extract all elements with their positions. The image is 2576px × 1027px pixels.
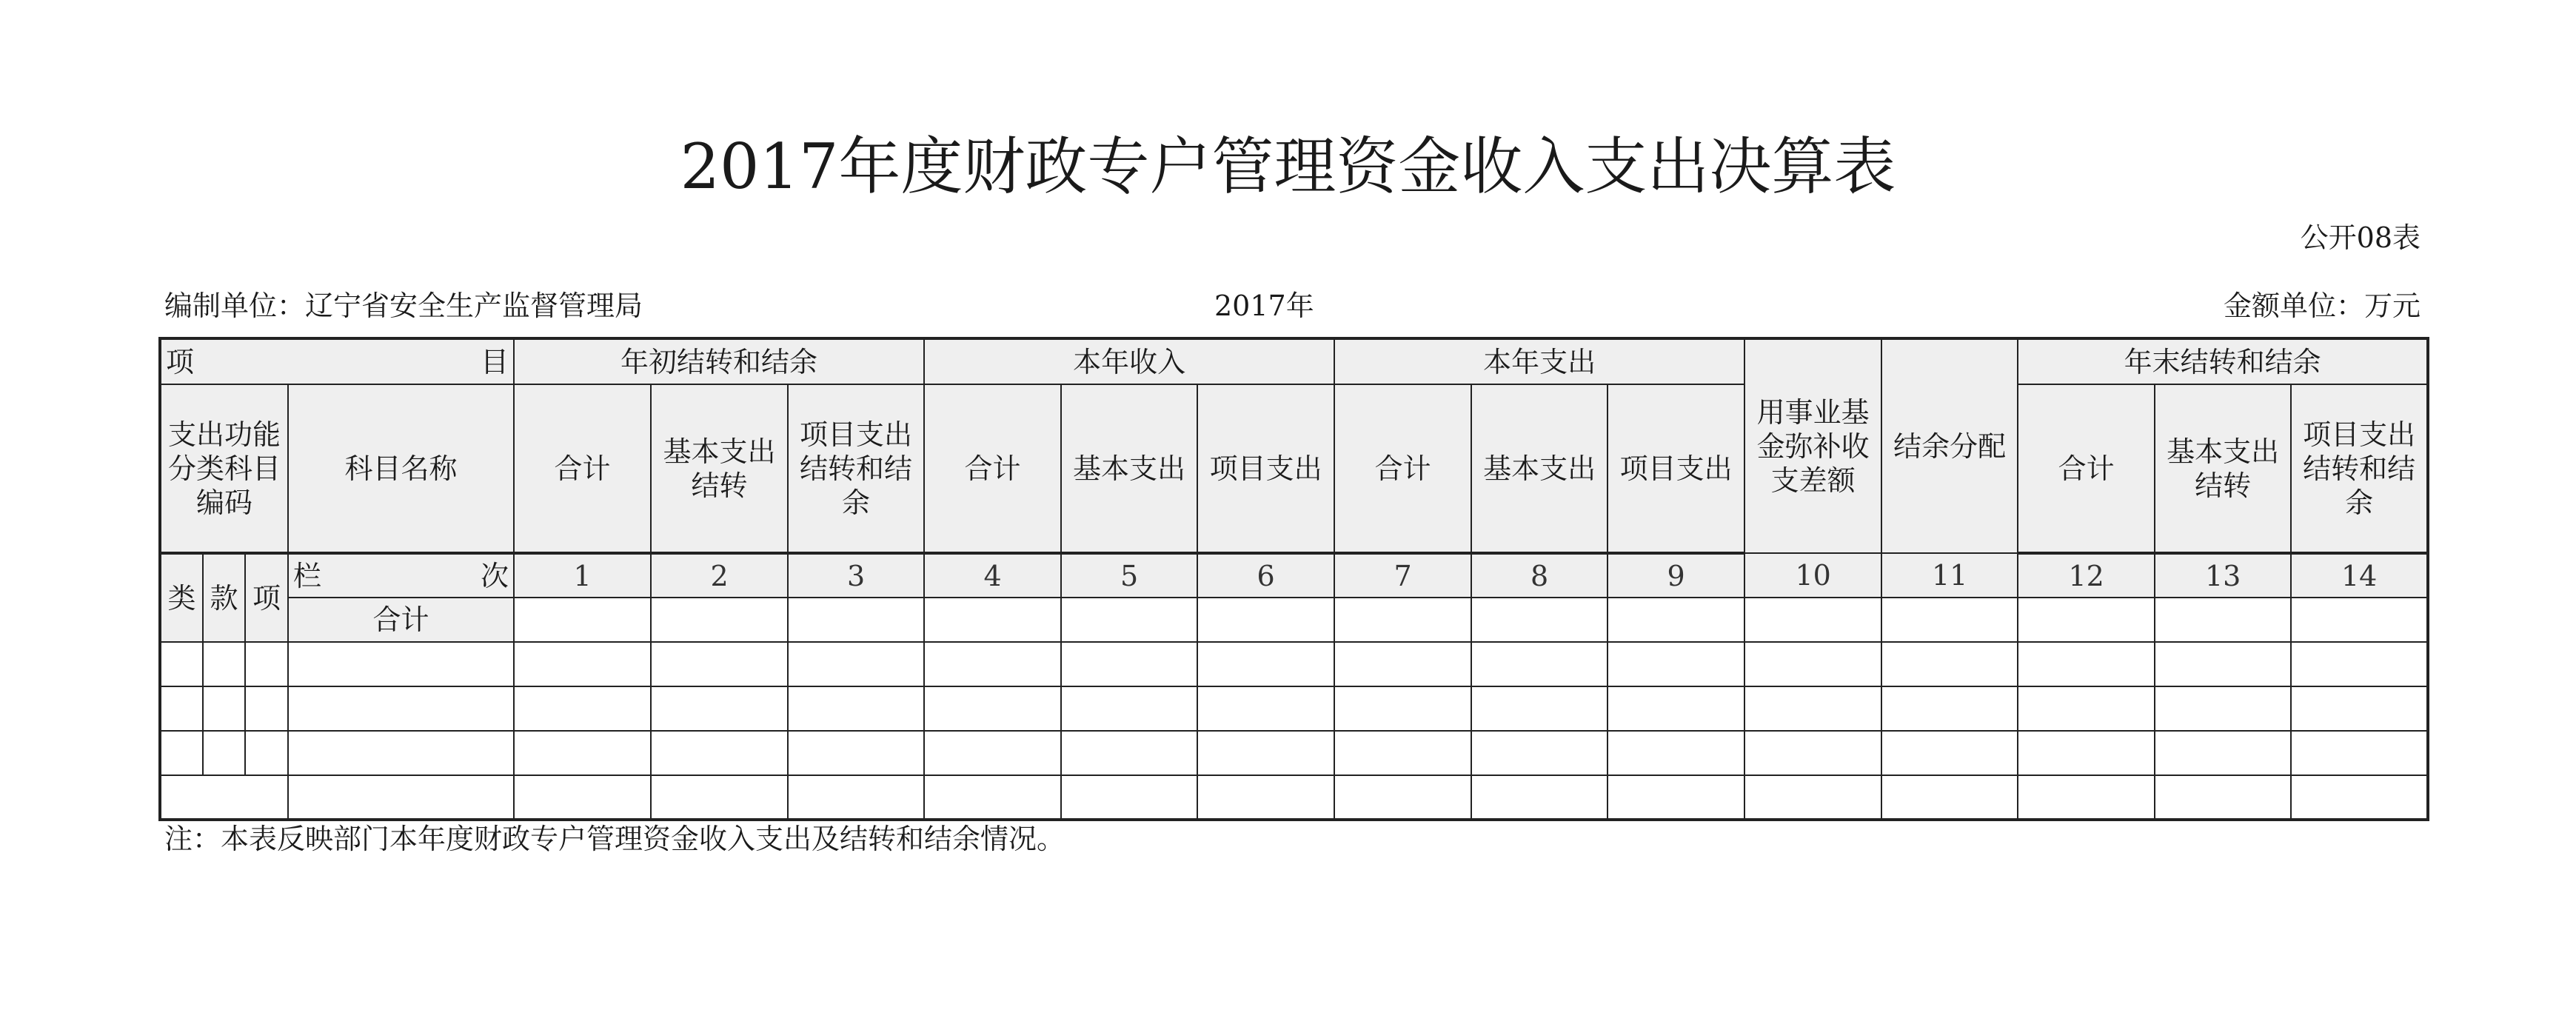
table-cell bbox=[924, 731, 1061, 775]
table-cell bbox=[924, 598, 1061, 642]
table-cell bbox=[651, 642, 788, 686]
total-label: 合计 bbox=[288, 598, 514, 642]
income-basic-header: 基本支出 bbox=[1061, 384, 1197, 553]
table-cell bbox=[2291, 642, 2428, 686]
total-row bbox=[160, 598, 2428, 642]
column-number: 7 bbox=[1334, 553, 1471, 598]
table-cell bbox=[2155, 598, 2291, 642]
column-number: 5 bbox=[1061, 553, 1197, 598]
table-cell bbox=[2155, 642, 2291, 686]
table-cell bbox=[1197, 775, 1334, 820]
table-cell bbox=[1197, 686, 1334, 731]
table-cell bbox=[2291, 598, 2428, 642]
report-table bbox=[158, 337, 2429, 821]
column-number: 4 bbox=[924, 553, 1061, 598]
table-cell bbox=[1334, 731, 1471, 775]
table-cell bbox=[1881, 775, 2018, 820]
table-cell bbox=[245, 731, 288, 775]
table-cell bbox=[788, 642, 924, 686]
table-cell bbox=[160, 642, 203, 686]
table-cell bbox=[788, 598, 924, 642]
group-surplus-distribution: 结余分配 bbox=[1881, 338, 2018, 553]
income-project-header: 项目支出 bbox=[1197, 384, 1334, 553]
table-note: 注：本表反映部门本年度财政专户管理资金收入支出及结转和结余情况。 bbox=[164, 823, 1065, 855]
table-cell bbox=[1608, 775, 1744, 820]
table-cell bbox=[514, 642, 651, 686]
table-cell bbox=[2018, 598, 2155, 642]
table-cell bbox=[1471, 598, 1608, 642]
column-number: 10 bbox=[1744, 553, 1881, 598]
opening-total-header: 合计 bbox=[514, 384, 651, 553]
table-cell bbox=[1608, 642, 1744, 686]
table-cell bbox=[651, 731, 788, 775]
opening-basic-header: 基本支出结转 bbox=[651, 384, 788, 553]
table-cell bbox=[2291, 775, 2428, 820]
table-cell bbox=[1471, 686, 1608, 731]
table-cell bbox=[1471, 642, 1608, 686]
column-number: 13 bbox=[2155, 553, 2291, 598]
table-cell bbox=[1197, 731, 1334, 775]
table-cell bbox=[245, 686, 288, 731]
group-opening-balance: 年初结转和结余 bbox=[514, 338, 924, 384]
column-number: 1 bbox=[514, 553, 651, 598]
table-cell bbox=[651, 598, 788, 642]
item-header-left: 项 bbox=[166, 345, 195, 378]
table-cell bbox=[1061, 775, 1197, 820]
column-number: 11 bbox=[1881, 553, 2018, 598]
header-row-groups bbox=[160, 338, 2428, 384]
table-cell bbox=[514, 686, 651, 731]
table-row bbox=[160, 686, 2428, 731]
table-row bbox=[160, 775, 2428, 820]
table-cell bbox=[1334, 775, 1471, 820]
table-cell bbox=[1881, 686, 2018, 731]
table-cell bbox=[160, 731, 203, 775]
table-cell bbox=[288, 775, 514, 820]
closing-basic-header: 基本支出结转 bbox=[2155, 384, 2291, 553]
table-cell bbox=[1334, 686, 1471, 731]
table-cell bbox=[2018, 686, 2155, 731]
table-cell bbox=[1608, 731, 1744, 775]
table-cell bbox=[2155, 731, 2291, 775]
report-year: 2017年 bbox=[1214, 290, 1314, 322]
column-number: 14 bbox=[2291, 553, 2428, 598]
row-number-label bbox=[288, 553, 514, 598]
closing-total-header: 合计 bbox=[2018, 384, 2155, 553]
table-cell bbox=[924, 686, 1061, 731]
table-row bbox=[160, 731, 2428, 775]
group-expense: 本年支出 bbox=[1334, 338, 1744, 384]
class-header: 类 bbox=[160, 553, 203, 642]
table-cell bbox=[2155, 775, 2291, 820]
table-cell bbox=[2018, 775, 2155, 820]
column-number: 12 bbox=[2018, 553, 2155, 598]
table-cell bbox=[203, 642, 245, 686]
table-cell bbox=[2018, 642, 2155, 686]
table-cell bbox=[1197, 598, 1334, 642]
table-cell bbox=[1471, 775, 1608, 820]
table-cell bbox=[288, 731, 514, 775]
function-code-header: 支出功能分类科目编码 bbox=[160, 384, 288, 553]
table-cell bbox=[2291, 731, 2428, 775]
item-code-header: 项 bbox=[245, 553, 288, 642]
table-cell bbox=[1608, 598, 1744, 642]
column-number-row bbox=[160, 553, 2428, 598]
table-cell bbox=[1061, 686, 1197, 731]
table-cell bbox=[1608, 686, 1744, 731]
table-cell bbox=[160, 686, 203, 731]
form-code: 公开08表 bbox=[2300, 221, 2421, 254]
row-number-label-right: 次 bbox=[481, 559, 509, 592]
table-cell bbox=[1881, 731, 2018, 775]
expense-project-header: 项目支出 bbox=[1608, 384, 1744, 553]
table-cell bbox=[1744, 686, 1881, 731]
compiling-unit: 编制单位：辽宁省安全生产监督管理局 bbox=[164, 290, 643, 322]
report-title: 2017年度财政专户管理资金收入支出决算表 bbox=[680, 130, 1896, 203]
income-total-header: 合计 bbox=[924, 384, 1061, 553]
amount-unit: 金额单位：万元 bbox=[2223, 290, 2421, 322]
column-number: 6 bbox=[1197, 553, 1334, 598]
table-cell bbox=[1334, 598, 1471, 642]
table-cell bbox=[1197, 642, 1334, 686]
table-cell bbox=[651, 775, 788, 820]
table-cell bbox=[1061, 731, 1197, 775]
column-number: 8 bbox=[1471, 553, 1608, 598]
header-row-columns bbox=[160, 384, 2428, 553]
table-cell bbox=[1744, 731, 1881, 775]
column-number: 2 bbox=[651, 553, 788, 598]
table-cell bbox=[2155, 686, 2291, 731]
table-cell bbox=[160, 775, 288, 820]
table-cell bbox=[2018, 731, 2155, 775]
table-cell bbox=[1881, 598, 2018, 642]
table-cell bbox=[651, 686, 788, 731]
table-cell bbox=[1061, 642, 1197, 686]
table-cell bbox=[2291, 686, 2428, 731]
table-cell bbox=[1744, 598, 1881, 642]
table-cell bbox=[1744, 775, 1881, 820]
table-cell bbox=[203, 686, 245, 731]
opening-project-header: 项目支出结转和结余 bbox=[788, 384, 924, 553]
table-cell bbox=[924, 642, 1061, 686]
table-cell bbox=[514, 775, 651, 820]
group-fund-subsidy: 用事业基金弥补收支差额 bbox=[1744, 338, 1881, 553]
section-header: 款 bbox=[203, 553, 245, 642]
table-row bbox=[160, 642, 2428, 686]
table-cell bbox=[514, 731, 651, 775]
item-header-right: 目 bbox=[481, 345, 509, 378]
table-cell bbox=[288, 642, 514, 686]
group-closing-balance: 年末结转和结余 bbox=[2018, 338, 2428, 384]
group-income: 本年收入 bbox=[924, 338, 1334, 384]
table-cell bbox=[1061, 598, 1197, 642]
table-cell bbox=[788, 775, 924, 820]
item-header bbox=[160, 338, 514, 384]
row-number-label-left: 栏 bbox=[293, 559, 322, 592]
table-cell bbox=[1744, 642, 1881, 686]
closing-project-header: 项目支出结转和结余 bbox=[2291, 384, 2428, 553]
expense-basic-header: 基本支出 bbox=[1471, 384, 1608, 553]
table-cell bbox=[288, 686, 514, 731]
table-cell bbox=[514, 598, 651, 642]
table-cell bbox=[1334, 642, 1471, 686]
table-cell bbox=[924, 775, 1061, 820]
column-number: 3 bbox=[788, 553, 924, 598]
table-cell bbox=[788, 686, 924, 731]
table-cell bbox=[203, 731, 245, 775]
expense-total-header: 合计 bbox=[1334, 384, 1471, 553]
table-cell bbox=[245, 642, 288, 686]
subject-name-header: 科目名称 bbox=[288, 384, 514, 553]
table-cell bbox=[788, 731, 924, 775]
table-cell bbox=[1881, 642, 2018, 686]
table-cell bbox=[1471, 731, 1608, 775]
column-number: 9 bbox=[1608, 553, 1744, 598]
